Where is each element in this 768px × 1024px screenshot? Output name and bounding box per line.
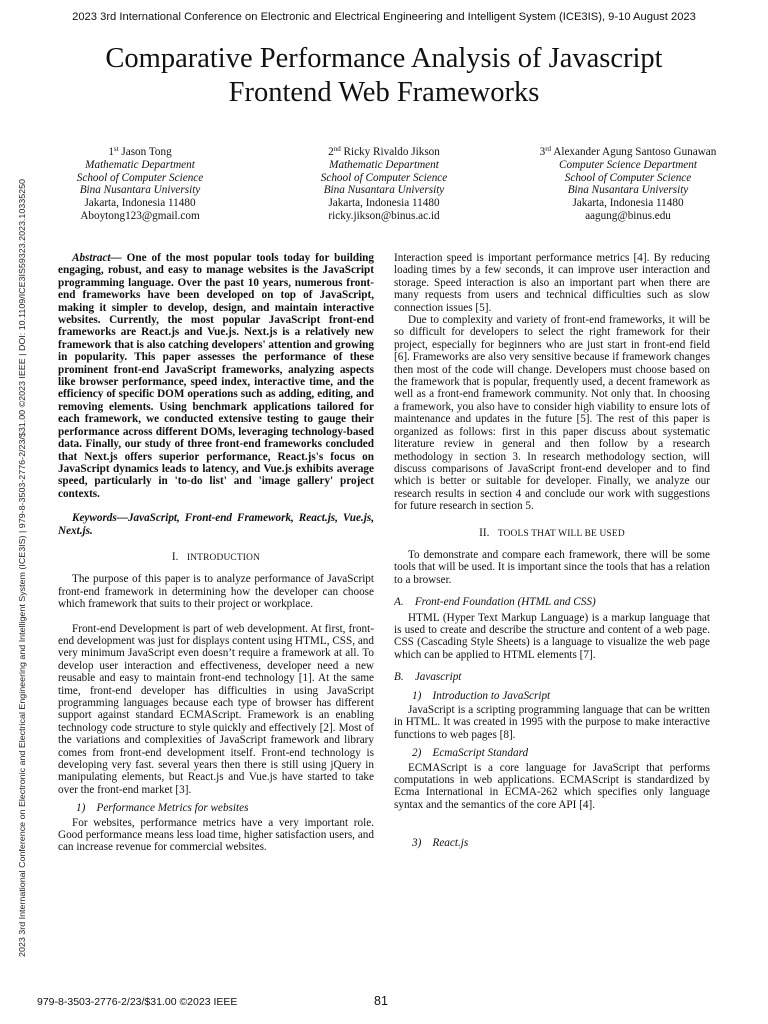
author-school: School of Computer Science: [76, 171, 204, 184]
author-university: Bina Nusantara University: [323, 184, 445, 197]
author-name: 2nd Ricky Rivaldo Jikson: [328, 145, 440, 158]
intro-javascript-paragraph: JavaScript is a scripting programming language that can be written in HTML. It was created in 1995 with the purpose to make interactive functions to web pages [8].: [394, 704, 710, 741]
right-paragraph-1: Interaction speed is important performance metrics [4]. By reducing loading times by a few seconds, it can improve user interaction and storage. Speed interaction is also an important part when there are many requests from users and technical difficulties such as slow connection issues [5].: [394, 252, 710, 314]
author-school: School of Computer Science: [320, 171, 448, 184]
author-city: Jakarta, Indonesia 11480: [572, 197, 684, 210]
side-doi-text: 2023 3rd International Conference on Electronic and Electrical Engineering and Intelligent System (ICE3IS) | 979-8-3503-2776-2/23/$31.00 ©2023 IEEE | DOI: 10.1109/ICE3IS59323.2023.10335250: [18, 257, 27, 957]
intro-paragraph-1: The purpose of this paper is to analyze performance of JavaScript front-end framework in determining how the developer can choose which framework that suits to their project or workplace.: [58, 573, 374, 611]
conference-header: 2023 3rd International Conference on Electronic and Electrical Engineering and Intelligent System (ICE3IS), 9-10 August 2023: [72, 11, 696, 23]
author-department: Mathematic Department: [329, 158, 439, 171]
paper-title: [40, 42, 728, 110]
author-email: ricky.jikson@binus.ac.id: [328, 209, 440, 222]
subsection-intro-javascript: 1) Introduction to JavaScript: [412, 689, 551, 702]
author-name: 1st Jason Tong: [108, 145, 172, 158]
tools-paragraph: To demonstrate and compare each framework, there will be some tools that will be used. It is important since the tools that has a relation to a browser.: [394, 548, 710, 586]
author-school: School of Computer Science: [564, 171, 692, 184]
author-block-3: [518, 146, 738, 223]
subsection-performance-metrics: 1) Performance Metrics for websites: [76, 802, 249, 815]
performance-metrics-paragraph: For websites, performance metrics have a very important role. Good performance means less load time, higher satisfaction users, and can increase revenue for commercial websites.: [58, 816, 374, 854]
footer-copyright: 979-8-3503-2776-2/23/$31.00 ©2023 IEEE: [37, 996, 238, 1008]
author-university: Bina Nusantara University: [79, 184, 201, 197]
section-heading-introduction: I. INTRODUCTION: [171, 550, 261, 563]
author-department: Mathematic Department: [85, 158, 195, 171]
page-number: 81: [374, 994, 388, 1008]
side-doi-strip: [14, 178, 30, 958]
author-city: Jakarta, Indonesia 11480: [84, 197, 196, 210]
intro-paragraph-2: Front-end Development is part of web development. At first, front-end development was just for displays content using HTML, CSS, and very minimum JavaScript even doesn’t require a framework at all. To develop user interaction and effectiveness, developer need a new reusable and easy to maintain front-end technology [1]. At the same time, front-end developer has difficulties in using JavaScript programming languages because each type of browser has different support against standard ECMAScript. Framework is an enabling technology code structure to style quickly and effectively [2]. Most of the variations and complexities of JavaScript framework and library comes from front-end development itself. Front-end technology is developing very fast. several years then there is still using jQuery in manipulating elements, but React.js and Vue.js have started to take over the front-end market [3].: [58, 622, 374, 796]
subsection-javascript: B. Javascript: [394, 671, 462, 684]
title-line-2: Frontend Web Frameworks: [228, 77, 540, 108]
section-heading-tools: II. TOOLS THAT WILL BE USED: [479, 526, 625, 539]
subsection-ecmascript: 2) EcmaScript Standard: [412, 747, 529, 760]
title-line-1: Comparative Performance Analysis of Javascript: [105, 43, 663, 74]
author-block-1: [40, 146, 240, 223]
keywords: Keywords—JavaScript, Front-end Framework, React.js, Vue.js, Next.js.: [58, 512, 374, 537]
subsection-frontend-foundation: A. Front-end Foundation (HTML and CSS): [394, 596, 596, 609]
author-city: Jakarta, Indonesia 11480: [328, 197, 440, 210]
author-email: aagung@binus.edu: [585, 209, 671, 222]
subsection-reactjs: 3) React.js: [412, 837, 469, 850]
author-name: 3rd Alexander Agung Santoso Gunawan: [539, 145, 717, 158]
left-column: [58, 252, 374, 854]
author-block-2: [284, 146, 484, 223]
author-university: Bina Nusantara University: [567, 184, 689, 197]
abstract: Abstract— One of the most popular tools today for building engaging, robust, and easy to manage websites is the JavaScript programming language. Over the past 10 years, numerous front-end frameworks have been developed on top of JavaScript, making it simpler to develop, design, and maintain interactive websites. Currently, the most popular JavaScript front-end frameworks are React.js and Vue.js. Next.js is a relatively new framework that is also catching developers' attention and growing in popularity. This paper assesses the performance of these prominent front-end JavaScript frameworks, analyzing aspects like browser performance, speed index, interactive time, and the efficiency of specific DOM operations such as adding, editing, and removing elements. Using benchmark applications tailored for each framework, we conducted extensive testing to gauge their performance across different DOMs, leveraging technology-based data. Finally, our study of three front-end frameworks concluded that Next.js offers superior performance, React.js's focus on JavaScript dynamics leads to latency, and Vue.js exhibits average speed, particularly in 'to-do list' and 'image gallery' project contexts.: [58, 252, 374, 500]
frontend-foundation-paragraph: HTML (Hyper Text Markup Language) is a markup language that is used to create and describe the structure and content of a web page. CSS (Cascading Style Sheets) is a language to visualize the web page which can be applied to HTML elements [7].: [394, 611, 710, 661]
right-paragraph-2: Due to complexity and variety of front-end frameworks, it will be so difficult for developers to select the right framework for their project, especially for beginners who are just start in front-end field [6]. Frameworks are also very sensitive because if framework changes then most of the code will change. Developers must choose based on the framework that is popular, frequently used, a decent framework as well as a front-end framework community. Not only that. In choosing a framework, you also have to consider high viability to ensure lots of maintenance and updates in the future [5]. The rest of this paper is organized as follows: first in this paper discuss about systematic literature review in general and then follow by a research methodology in section 3. In research methodology section, will discuss comparisons of JavaScript front-end developer and to find which is better or suitable for developer. Finally, we analyze our research results in section 4 and conclude our work with suggestions for future research in section 5.: [394, 314, 710, 513]
author-department: Computer Science Department: [559, 158, 697, 171]
ecmascript-paragraph: ECMAScript is a core language for JavaScript that performs computations in web applications. ECMAScript is standardized by Ecma International in ECMA-262 which specifies only language syntax and the semantics of the core API [4].: [394, 761, 710, 811]
author-email: Aboytong123@gmail.com: [80, 209, 200, 222]
right-column: [394, 252, 710, 852]
